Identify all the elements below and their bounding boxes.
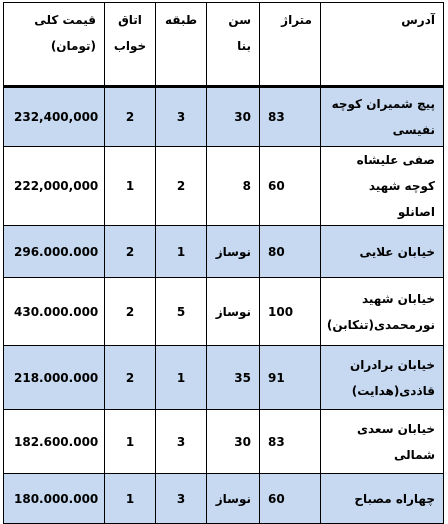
cell-address: خیابان شهید نورمحمدی(تنکابن) xyxy=(321,278,444,346)
cell-floor: 3 xyxy=(156,474,207,524)
cell-price: 218.000.000 xyxy=(4,346,105,410)
cell-area: 83 xyxy=(260,87,321,147)
cell-address: خیابان برادران قاذدی(هدایت) xyxy=(321,346,444,410)
cell-address: صفی علیشاه کوچه شهید اصانلو xyxy=(321,147,444,226)
cell-price: 232,400,000 xyxy=(4,87,105,147)
header-rooms: اتاق خواب xyxy=(105,3,156,87)
cell-area: 100 xyxy=(260,278,321,346)
cell-area: 60 xyxy=(260,474,321,524)
property-listing-table xyxy=(3,2,444,524)
cell-address: چهاراه مصباح xyxy=(321,474,444,524)
header-price xyxy=(4,3,105,87)
cell-area: 91 xyxy=(260,346,321,410)
cell-floor: 2 xyxy=(156,147,207,226)
cell-address: خیابان علایی xyxy=(321,226,444,278)
header-area: متراژ xyxy=(260,3,321,87)
header-price-unit: (تومان) xyxy=(50,39,96,53)
cell-age: نوساز xyxy=(207,226,260,278)
cell-rooms: 2 xyxy=(105,278,156,346)
table-row xyxy=(4,474,444,524)
cell-age: 8 xyxy=(207,147,260,226)
header-floor: طبقه xyxy=(156,3,207,87)
cell-age: 30 xyxy=(207,410,260,474)
header-address: آدرس xyxy=(321,3,444,87)
header-age: سن بنا xyxy=(207,3,260,87)
table-row xyxy=(4,226,444,278)
cell-price: 430.000.000 xyxy=(4,278,105,346)
table-row xyxy=(4,346,444,410)
cell-age: 30 xyxy=(207,87,260,147)
cell-address: خیابان سعدی شمالی xyxy=(321,410,444,474)
table-row xyxy=(4,147,444,226)
cell-price: 222,000,000 xyxy=(4,147,105,226)
cell-age: نوساز xyxy=(207,278,260,346)
cell-rooms: 1 xyxy=(105,474,156,524)
cell-price: 180.000.000 xyxy=(4,474,105,524)
cell-price: 296.000.000 xyxy=(4,226,105,278)
cell-area: 80 xyxy=(260,226,321,278)
cell-area: 83 xyxy=(260,410,321,474)
cell-rooms: 2 xyxy=(105,226,156,278)
cell-rooms: 1 xyxy=(105,147,156,226)
table-header-row xyxy=(4,3,444,87)
cell-area: 60 xyxy=(260,147,321,226)
cell-address: پیچ شمیران کوچه نفیسی xyxy=(321,87,444,147)
cell-floor: 5 xyxy=(156,278,207,346)
cell-floor: 3 xyxy=(156,410,207,474)
table-row xyxy=(4,410,444,474)
cell-floor: 3 xyxy=(156,87,207,147)
cell-rooms: 2 xyxy=(105,346,156,410)
header-price-label: قیمت کلی xyxy=(34,13,96,27)
table-row xyxy=(4,278,444,346)
cell-rooms: 2 xyxy=(105,87,156,147)
table-row xyxy=(4,87,444,147)
cell-rooms: 1 xyxy=(105,410,156,474)
cell-age: نوساز xyxy=(207,474,260,524)
listing-table-wrapper xyxy=(3,2,444,519)
cell-floor: 1 xyxy=(156,346,207,410)
cell-age: 35 xyxy=(207,346,260,410)
cell-floor: 1 xyxy=(156,226,207,278)
cell-price: 182.600.000 xyxy=(4,410,105,474)
